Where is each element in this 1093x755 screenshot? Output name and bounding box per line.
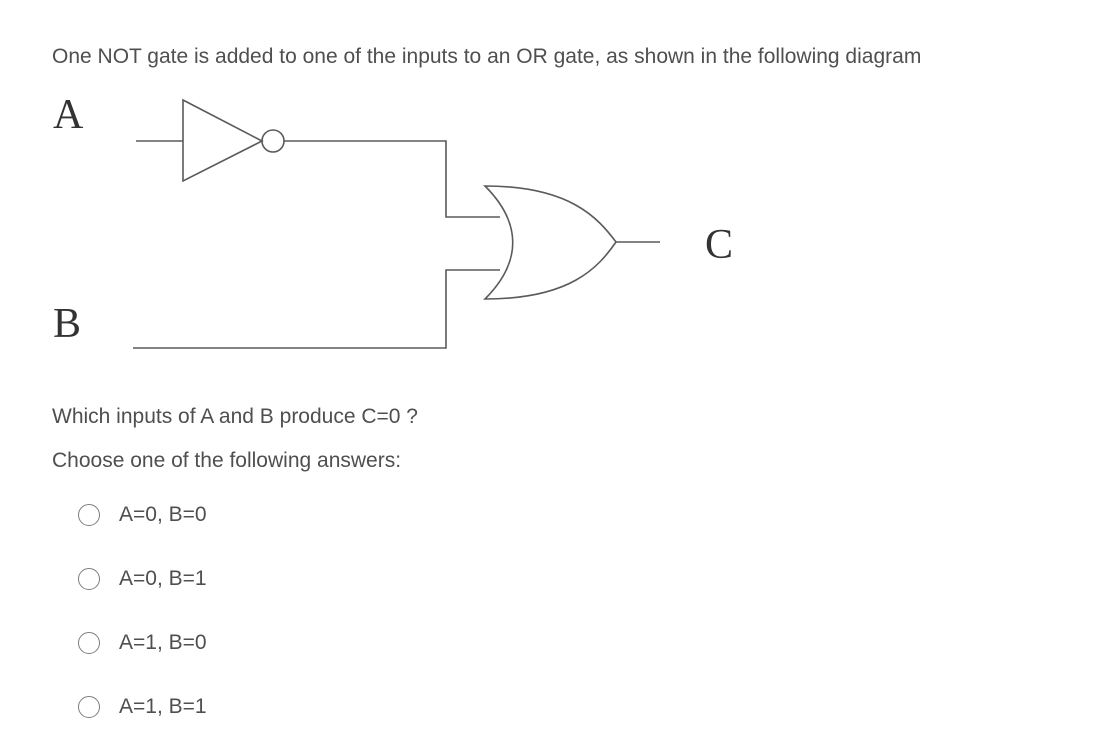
input-a-label: A	[53, 92, 84, 138]
prompt-instruction: Choose one of the following answers:	[52, 449, 402, 472]
prompt-question: Which inputs of A and B produce C=0 ?	[52, 405, 418, 428]
not-gate	[183, 100, 262, 181]
question-text: One NOT gate is added to one of the inputs to an OR gate, as shown in the following diagram	[52, 45, 922, 68]
output-c-label: C	[705, 222, 734, 268]
radio-button[interactable]	[78, 568, 100, 590]
or-gate	[485, 186, 616, 299]
option-a1-b0[interactable]	[78, 628, 207, 658]
option-a0-b0[interactable]	[78, 500, 207, 530]
option-label: A=0, B=1	[119, 567, 207, 590]
input-b-label: B	[53, 301, 82, 347]
input-b-wire	[133, 270, 500, 348]
option-a1-b1[interactable]	[78, 692, 207, 722]
radio-button[interactable]	[78, 504, 100, 526]
option-label: A=0, B=0	[119, 503, 207, 526]
not-gate-bubble	[262, 130, 284, 152]
radio-button[interactable]	[78, 632, 100, 654]
radio-button[interactable]	[78, 696, 100, 718]
not-output-wire	[284, 141, 500, 217]
option-label: A=1, B=0	[119, 631, 207, 654]
option-label: A=1, B=1	[119, 695, 207, 718]
option-a0-b1[interactable]	[78, 564, 207, 594]
